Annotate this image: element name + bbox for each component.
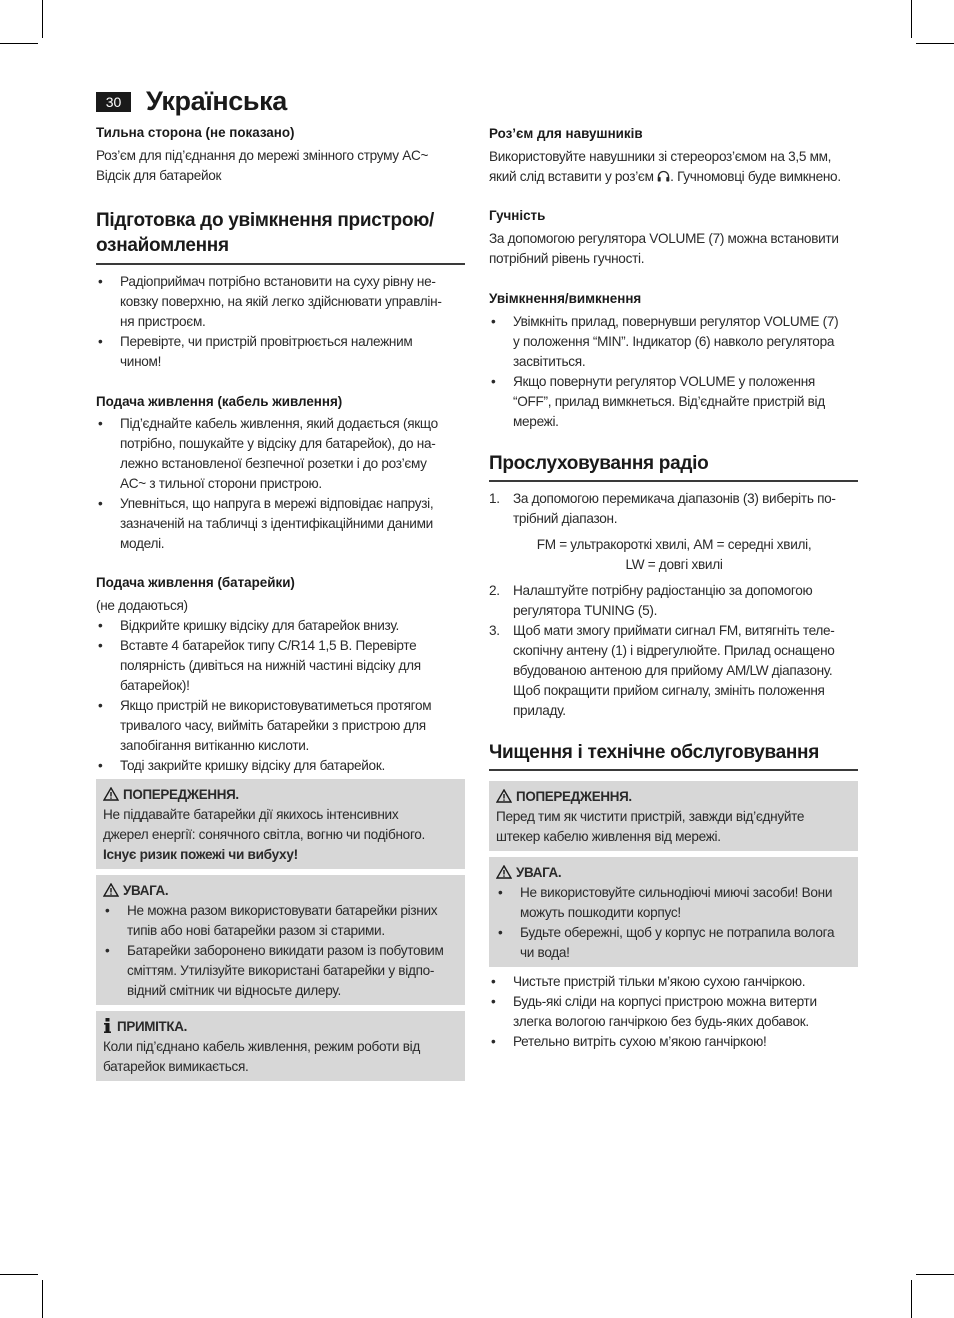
step-number: 2. [489, 583, 500, 598]
cable-power-list [96, 414, 465, 554]
text-line: ковзку поверхню, на якій легко здійснювати управлін- [120, 294, 442, 309]
heading-rule [96, 263, 465, 265]
list-item [496, 923, 851, 963]
text-line: тривалого часу, вийміть батарейки з пристрою для [120, 718, 426, 733]
crop-mark [42, 1280, 43, 1318]
list-item [96, 636, 465, 696]
list-item [489, 972, 864, 992]
crop-mark [42, 0, 43, 38]
crop-mark [911, 0, 912, 38]
text-line: Перед тим як чистити пристрій, завжди від’єднуйте [496, 809, 805, 824]
heading-line: ознайомлення [96, 235, 229, 256]
headphones-icon [657, 170, 670, 182]
text-line: • Якщо повернути регулятор VOLUME у положення [513, 374, 815, 389]
heading-line: Підготовка до увімкнення пристрою/ [96, 210, 435, 231]
text-line: штекер кабелю живлення від мережі. [496, 829, 721, 844]
text-line: полярність (дивіться на нижній частині відсіку для [120, 658, 421, 673]
text-line: FM = ультракороткі хвилі, AM = середні хвилі, [536, 537, 812, 552]
text-line: моделі. [120, 536, 165, 551]
back-side-text [96, 146, 428, 186]
text-line: Коли під’єднано кабель живлення, режим роботи від [103, 1039, 420, 1054]
cable-power-title: Подача живлення (кабель живлення) [96, 394, 343, 409]
warning-icon [103, 787, 119, 801]
headphone-jack-title: Роз’єм для навушників [489, 126, 643, 141]
cleaning-warning-box [489, 781, 858, 851]
battery-note: (не додаються) [96, 598, 188, 613]
info-icon [103, 1018, 112, 1033]
text-line: • Під’єднайте кабель живлення, який додається (якщо [120, 416, 438, 431]
list-item [103, 941, 458, 1001]
text-line: • Увімкніть прилад, повернувши регулятор VOLUME (7) [513, 314, 839, 329]
text-line: злегка вологою ганчіркою без будь-яких добавок. [513, 1014, 809, 1029]
volume-title: Гучність [489, 208, 546, 223]
caution-title-text: УВАГА. [516, 865, 562, 880]
text-line: сміттям. Утилізуйте використані батарейки у відпо- [127, 963, 435, 978]
list-item [103, 901, 458, 941]
warning-icon [496, 865, 512, 879]
crop-mark [0, 43, 38, 44]
text-line: можуть пошкодити корпус! [520, 905, 681, 920]
text-line: зазначеній на табличці з ідентифікаційними даними [120, 516, 433, 531]
back-side-title: Тильна сторона (не показано) [96, 125, 295, 140]
headphone-jack-text [489, 147, 864, 187]
text-line: засвітиться. [513, 354, 586, 369]
list-item [96, 332, 465, 372]
warning-box [96, 779, 465, 869]
text-line: типів або нові батарейки разом зі старими. [127, 923, 385, 938]
caution-list [496, 883, 851, 963]
text-line: батарейок вимикається. [103, 1059, 249, 1074]
text-line: Не піддавайте батарейки дії якихось інтенсивних [103, 807, 399, 822]
warning-title [496, 787, 851, 807]
band-definitions [489, 529, 859, 581]
battery-list [96, 616, 465, 776]
text-line: • Якщо пристрій не використовуватиметься протягом [120, 698, 432, 713]
list-item [489, 581, 864, 621]
list-item [489, 1032, 864, 1052]
text-line: • Не використовуйте сильнодіючі миючі засоби! Вони [520, 885, 833, 900]
text-line: чи вода! [520, 945, 570, 960]
text-line: • Будьте обережні, щоб у корпус не потрапила волога [520, 925, 835, 940]
text-line: джерел енергії: сонячного світла, вогню чи подібного. [103, 827, 426, 842]
list-item [489, 992, 864, 1032]
list-item [96, 272, 465, 332]
warning-emphasis: Існує ризик пожежі чи вибуху! [103, 847, 298, 862]
power-on-off-list [489, 312, 864, 432]
text-line: • Тоді закрийте кришку відсіку для батарейок. [120, 758, 385, 773]
text-line: вбудованою антеною для прийому AM/LW діапазону. [513, 663, 833, 678]
crop-mark [0, 1274, 38, 1275]
text-line: • Не можна разом використовувати батарейки різних [127, 903, 438, 918]
warning-icon [103, 883, 119, 897]
text-fragment: . Гучномовці буде вимкнено. [670, 169, 841, 184]
battery-power-title: Подача живлення (батарейки) [96, 575, 295, 590]
text-line: Роз’єм для під’єднання до мережі змінного струму AC~ [96, 148, 429, 163]
text-line: За допомогою перемикача діапазонів (3) виберіть по- [513, 491, 836, 506]
text-line: чином! [120, 354, 162, 369]
caution-list [103, 901, 458, 1001]
text-line: • Ретельно витріть сухою м’якою ганчіркою! [513, 1034, 767, 1049]
preparation-list [96, 272, 465, 372]
text-line: • Чистьте пристрій тільки м’якою сухою ганчіркою. [513, 974, 806, 989]
heading-rule [489, 480, 858, 482]
page-title: Українська [146, 86, 287, 116]
text-line: відний смітник чи відносьте дилеру. [127, 983, 341, 998]
list-item [489, 312, 864, 372]
text-line: трібний діапазон. [513, 511, 618, 526]
text-line: скопічну антену (1) і відрегулюйте. Прилад оснащено [513, 643, 835, 658]
text-line: LW = довгі хвилі [625, 557, 723, 572]
page-number: 30 [96, 92, 131, 112]
power-on-off-title: Увімкнення/вимкнення [489, 291, 642, 306]
note-title [103, 1017, 458, 1037]
crop-mark [911, 1280, 912, 1318]
text-line: “OFF”, прилад вимкнеться. Від’єднайте пристрій від [513, 394, 825, 409]
text-line: запобігання витіканню кислоти. [120, 738, 310, 753]
list-item [489, 372, 864, 432]
text-line: приладу. [513, 703, 566, 718]
list-item [489, 489, 864, 581]
list-item [96, 616, 465, 636]
list-item [96, 414, 465, 494]
list-item [496, 883, 851, 923]
note-title-text: ПРИМІТКА. [117, 1019, 188, 1034]
text-line: • Упевніться, що напруга в мережі відповідає напрузі, [120, 496, 434, 511]
cleaning-list [489, 972, 864, 1052]
crop-mark [916, 43, 954, 44]
list-item [96, 696, 465, 756]
caution-title-text: УВАГА. [123, 883, 169, 898]
radio-steps-list [489, 489, 864, 721]
warning-title-text: ПОПЕРЕДЖЕННЯ. [516, 789, 632, 804]
text-line: ня пристроєм. [120, 314, 206, 329]
note-box [96, 1011, 465, 1081]
text-line: За допомогою регулятора VOLUME (7) можна встановити [489, 231, 839, 246]
text-line: регулятора TUNING (5). [513, 603, 658, 618]
warning-title [103, 785, 458, 805]
text-fragment: який слід вставити у роз’єм [489, 169, 654, 184]
volume-text [489, 229, 864, 269]
caution-title [103, 881, 458, 901]
text-line: потрібний рівень гучності. [489, 251, 645, 266]
text-line: батарейок)! [120, 678, 190, 693]
list-item [96, 756, 465, 776]
text-line: Використовуйте навушники зі стереороз’ємом на 3,5 мм, [489, 149, 832, 164]
caution-title [496, 863, 851, 883]
step-number: 1. [489, 491, 500, 506]
text-line: • Батарейки заборонено викидати разом із побутовим [127, 943, 444, 958]
text-line: Щоб покращити прийом сигналу, змініть положення [513, 683, 825, 698]
text-line: • Будь-які сліди на корпусі пристрою можна витерти [513, 994, 817, 1009]
text-line [489, 167, 864, 187]
crop-mark [916, 1274, 954, 1275]
section-heading-cleaning: Чищення і технічне обслуговування [489, 742, 820, 763]
warning-icon [496, 789, 512, 803]
text-line: Відсік для батарейок [96, 168, 222, 183]
text-line: • Вставте 4 батарейок типу C/R14 1,5 В. Перевірте [120, 638, 417, 653]
text-line: • Перевірте, чи пристрій провітрюється належним [120, 334, 413, 349]
step-number: 3. [489, 623, 500, 638]
text-line: AC~ з тильної сторони пристрою. [120, 476, 322, 491]
text-line: Налаштуйте потрібну радіостанцію за допомогою [513, 583, 813, 598]
list-item [489, 621, 864, 721]
section-heading-preparation [96, 208, 434, 258]
text-line: потрібно, пошукайте у відсіку для батарейок), до на- [120, 436, 436, 451]
caution-box [96, 875, 465, 1005]
list-item [96, 494, 465, 554]
text-line: лежно встановленої безпечної розетки і до роз’єму [120, 456, 427, 471]
text-line: мережі. [513, 414, 559, 429]
text-line: • Відкрийте кришку відсіку для батарейок внизу. [120, 618, 399, 633]
heading-rule [489, 769, 858, 771]
text-line: • Радіоприймач потрібно встановити на суху рівну не- [120, 274, 436, 289]
text-line: Щоб мати змогу приймати сигнал FM, витягніть теле- [513, 623, 835, 638]
section-heading-radio: Прослуховування радіо [489, 453, 709, 474]
text-line: у положення “MIN”. Індикатор (6) навколо регулятора [513, 334, 835, 349]
cleaning-caution-box [489, 857, 858, 967]
warning-title-text: ПОПЕРЕДЖЕННЯ. [123, 787, 239, 802]
